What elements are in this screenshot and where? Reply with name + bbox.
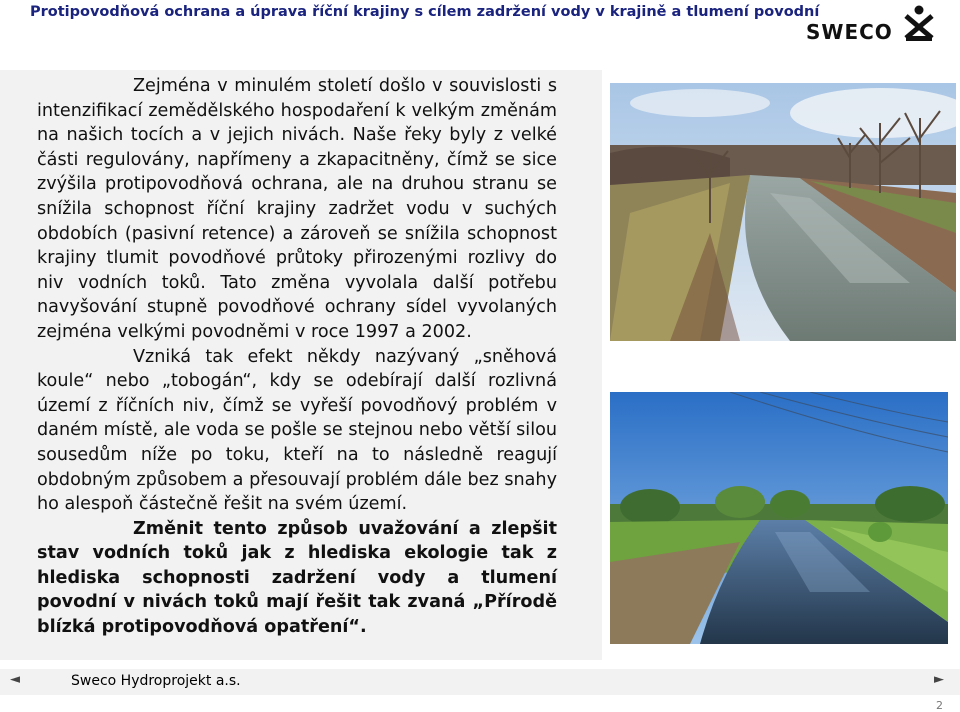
- paragraph-1: Zejména v minulém století došlo v souvislosti s intenzifikací zemědělského hospodaření k velkým změnám na našich tocích a v jejich nivách. Naše řeky byly z velké části regulovány, napřímeny a zkapacitněny, čímž se sice zvýšila protipovodňová ochrana, ale na druhou stranu se snížila schopnost říční krajiny zadržet vodu v suchých obdobích (pasivní retence) a zároveň se snížila schopnost krajiny tlumit povodňové průtoky přirozenými rozlivy do niv vodních toků. Tato změna vyvolala další potřebu navyšování stupně povodňové ochrany sídel vyvolaných zejména velkými povodněmi v roce 1997 a 2002.: [37, 76, 557, 342]
- page-number: 2: [936, 699, 943, 712]
- main-text: [37, 74, 557, 640]
- paragraph-2: Vzniká tak efekt někdy nazývaný „sněhová koule“ nebo „tobogán“, kdy se odebírají další rozlivná území z říčních niv, čímž se vyřeší povodňový problém v daném místě, ale voda se pošle se stejnou nebo větší silou sousedům níže po toku, kteří na to následně reagují obdobným způsobem a přesouvají problém dále bez snahy ho alespoň částečně řešit na svém území.: [37, 346, 557, 515]
- previous-slide-icon[interactable]: ◄: [10, 672, 20, 687]
- sweco-logo: [806, 4, 938, 44]
- sweco-mark-icon: [902, 4, 936, 42]
- logo-text: SWECO: [806, 20, 893, 44]
- next-slide-icon[interactable]: ►: [934, 672, 944, 687]
- river-photo-natural: [610, 392, 948, 644]
- river-photo-regulated: [610, 83, 956, 341]
- paragraph-3: Změnit tento způsob uvažování a zlepšit stav vodních toků jak z hlediska ekologie tak z hlediska schopnosti zadržení vody a tlumení povodní v nivách toků mají řešit tak zvaná „Přírodě blízká protipovodňová opatření“.: [37, 518, 557, 638]
- company-name: Sweco Hydroprojekt a.s.: [71, 673, 241, 689]
- slide-title: Protipovodňová ochrana a úprava říční krajiny s cílem zadržení vody v krajině a tlumení povodní: [30, 4, 820, 20]
